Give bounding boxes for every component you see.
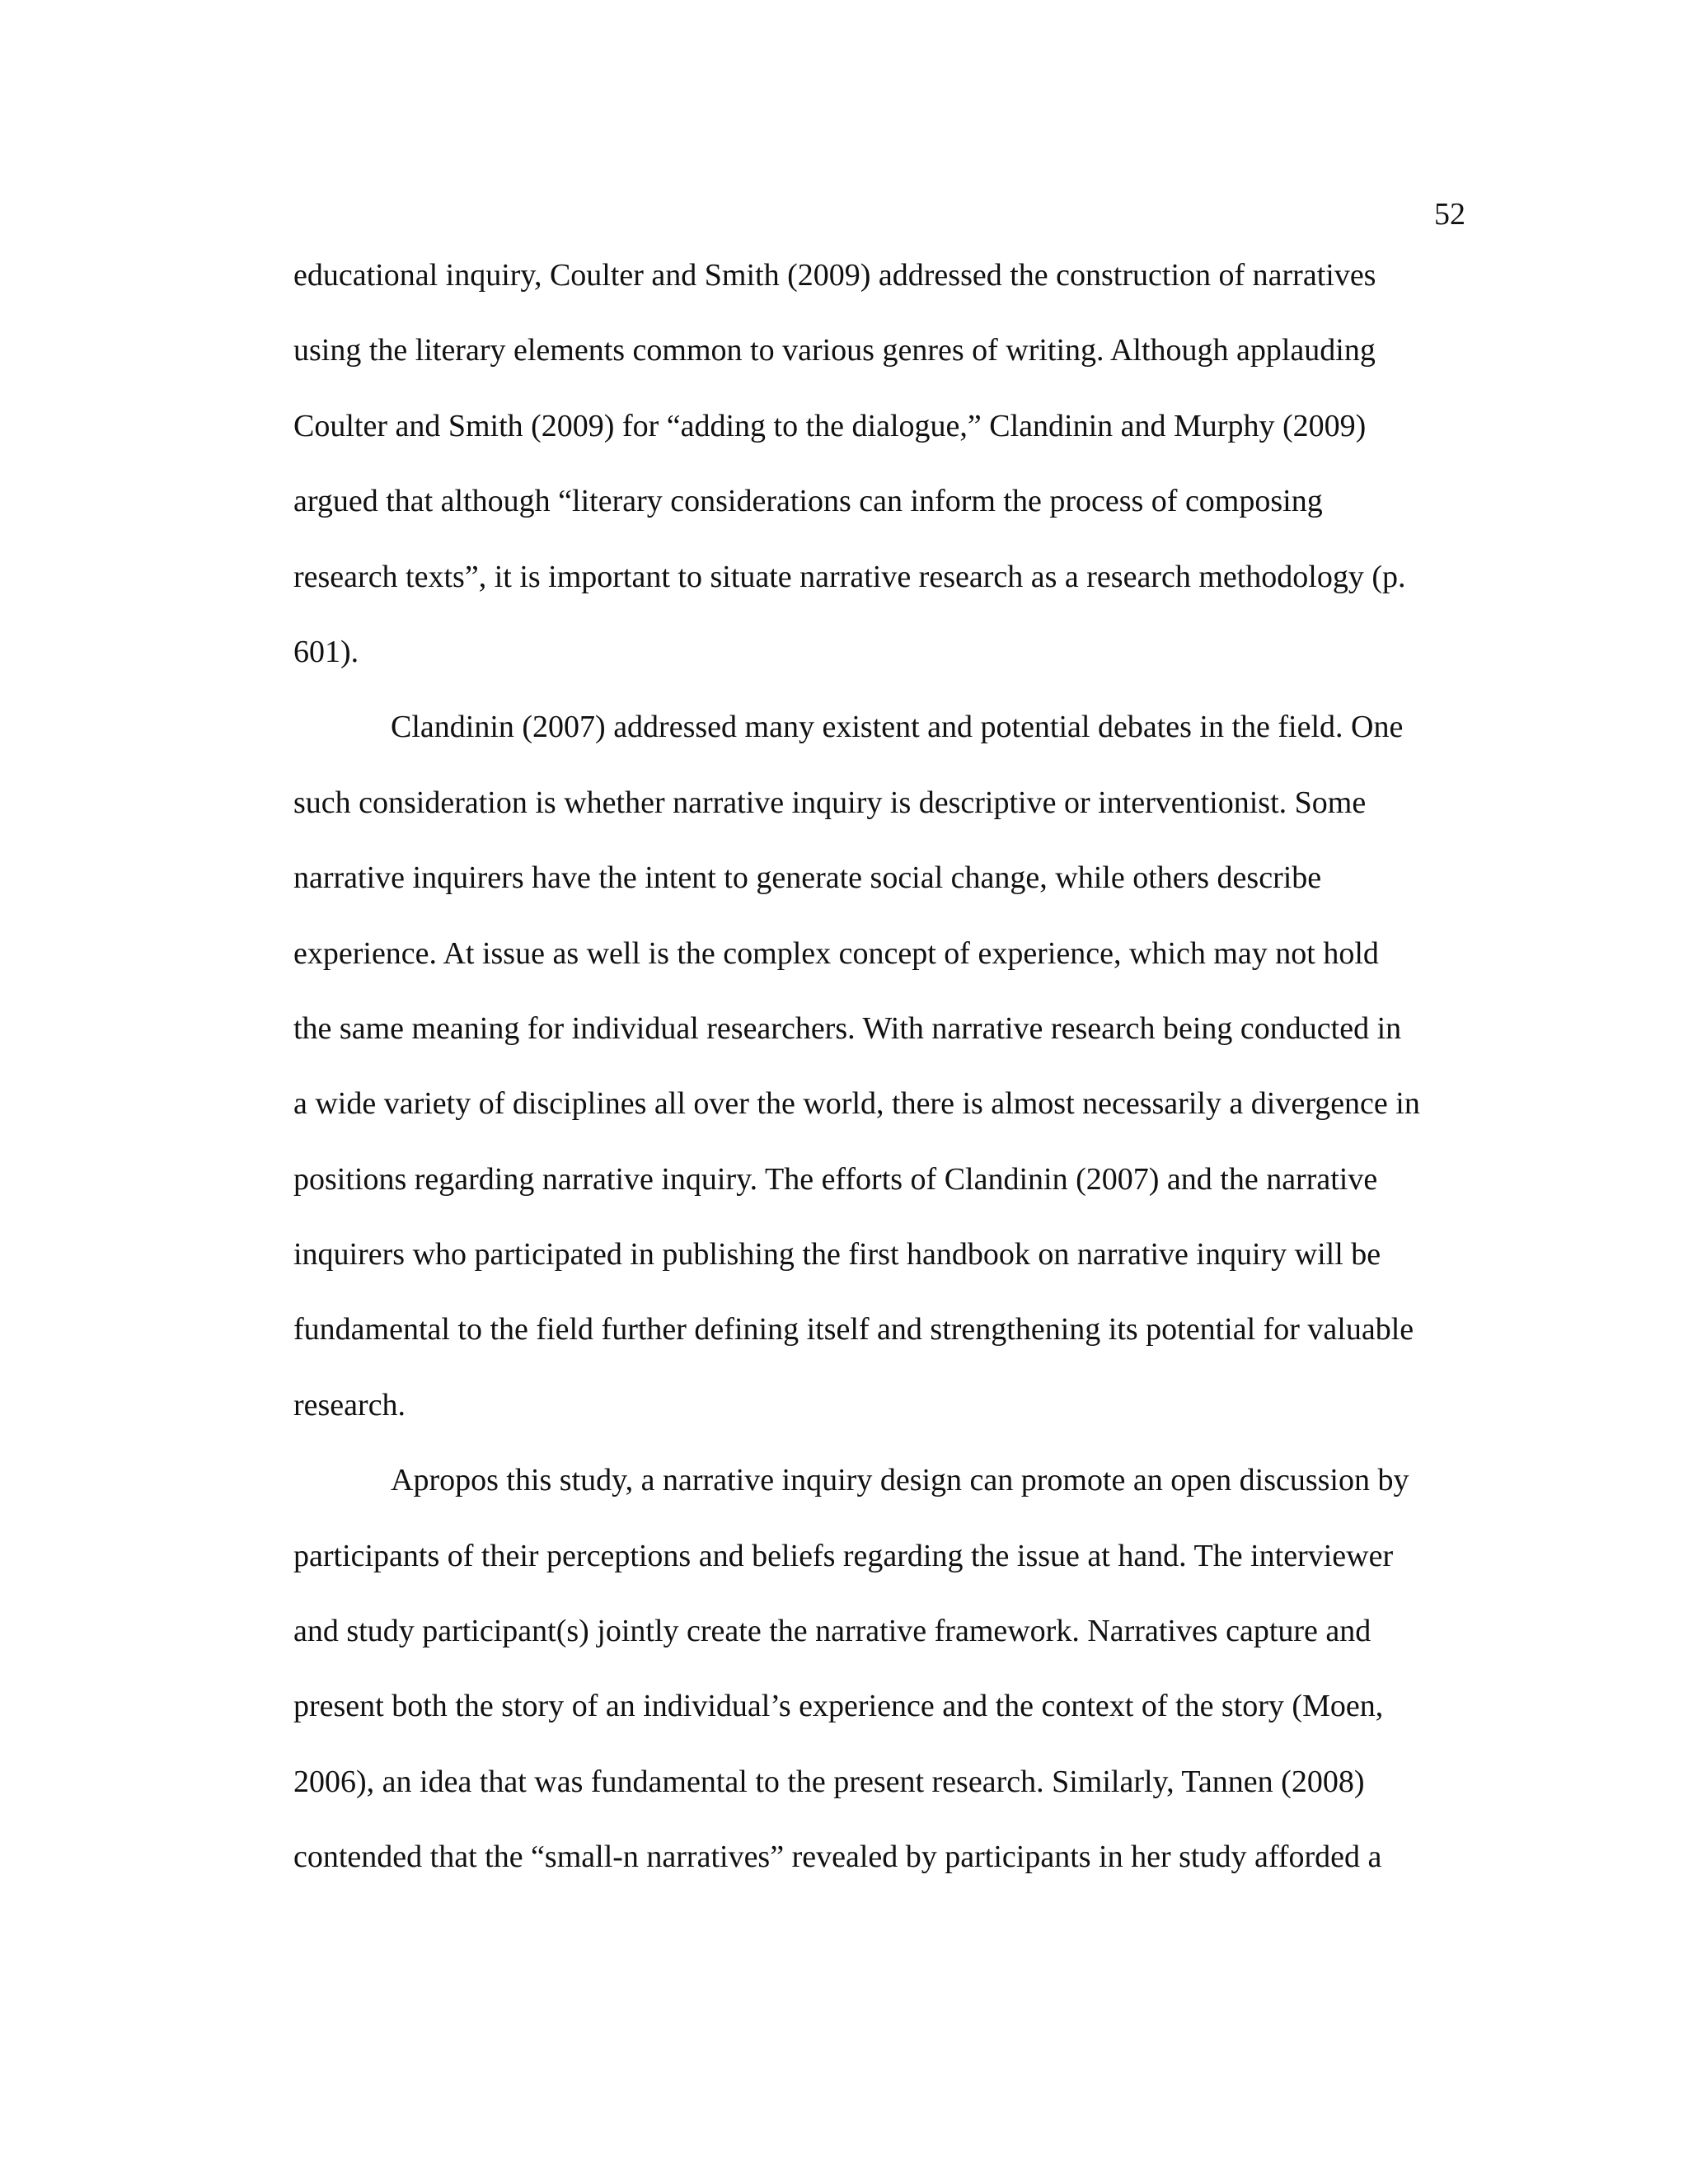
text-line: argued that although “literary considerations can inform the process of composing (293, 484, 1323, 519)
text-line: such consideration is whether narrative inquiry is descriptive or interventionist. Some (293, 785, 1367, 820)
text-line: 2006), an idea that was fundamental to the present research. Similarly, Tannen (2008) (293, 1764, 1365, 1799)
text-line: educational inquiry, Coulter and Smith (2009) addressed the construction of narratives (293, 258, 1376, 293)
text-line: experience. At issue as well is the complex concept of experience, which may not hold (293, 935, 1379, 971)
text-line: research. (293, 1387, 406, 1422)
text-line: the same meaning for individual researchers. With narrative research being conducted in (293, 1010, 1402, 1046)
paragraph-first-line: Apropos this study, a narrative inquiry design can promote an open discussion by (391, 1463, 1409, 1498)
text-line: 601). (293, 634, 359, 669)
text-line: Coulter and Smith (2009) for “adding to the dialogue,” Clandinin and Murphy (2009) (293, 408, 1367, 443)
text-line: fundamental to the field further defining itself and strengthening its potential for valuable (293, 1312, 1414, 1347)
page-number: 52 (1434, 197, 1465, 232)
paragraph-first-line: Clandinin (2007) addressed many existent and potential debates in the field. One (391, 710, 1404, 745)
text-line: a wide variety of disciplines all over the world, there is almost necessarily a divergence in (293, 1086, 1420, 1122)
text-line: narrative inquirers have the intent to generate social change, while others describe (293, 860, 1322, 896)
body-text (293, 256, 1480, 1914)
text-line: participants of their perceptions and beliefs regarding the issue at hand. The interviewer (293, 1538, 1394, 1573)
text-line: inquirers who participated in publishing the first handbook on narrative inquiry will be (293, 1237, 1381, 1272)
text-line: research texts”, it is important to situate narrative research as a research methodology (p. (293, 559, 1406, 594)
text-line: present both the story of an individual’s experience and the context of the story (Moen, (293, 1689, 1384, 1724)
text-line: contended that the “small-n narratives” revealed by participants in her study afforded a (293, 1840, 1382, 1875)
text-line: using the literary elements common to various genres of writing. Although applauding (293, 333, 1376, 368)
text-line: and study participant(s) jointly create the narrative framework. Narratives capture and (293, 1614, 1372, 1649)
text-line: positions regarding narrative inquiry. The efforts of Clandinin (2007) and the narrative (293, 1161, 1378, 1197)
